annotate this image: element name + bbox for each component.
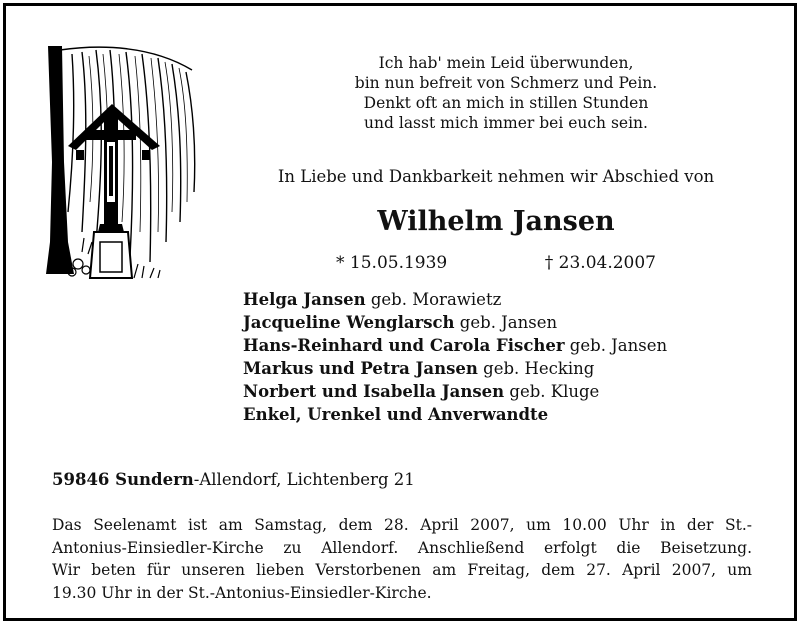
poem-line: und lasst mich immer bei euch sein. <box>364 114 648 132</box>
mourner-name: Markus und Petra Jansen <box>243 359 478 378</box>
mourner-name: Norbert und Isabella Jansen <box>243 382 505 401</box>
mourners-list <box>243 288 743 426</box>
poem <box>286 53 726 133</box>
address-street: -Allendorf, Lichtenberg 21 <box>193 470 415 489</box>
mourner-entry <box>243 403 743 426</box>
notice-line: Wir beten für unseren lieben Verstorbenen am Freitag, dem 27. April 2007, um <box>52 561 752 579</box>
service-notice <box>52 514 752 604</box>
mourner-entry <box>243 380 743 403</box>
mourner-maiden-name: geb. Hecking <box>477 359 595 378</box>
mourner-entry <box>243 288 743 311</box>
poem-line: bin nun befreit von Schmerz und Pein. <box>354 74 658 92</box>
mourner-name: Hans-Reinhard und Carola Fischer <box>243 336 565 355</box>
mourner-maiden-name: geb. Jansen <box>564 336 668 355</box>
birth-date: * 15.05.1939 <box>336 253 448 273</box>
poem-line: Ich hab' mein Leid überwunden, <box>378 54 634 72</box>
mourner-entry <box>243 357 743 380</box>
mourner-name: Jacqueline Wenglarsch <box>243 313 455 332</box>
obituary-notice <box>3 3 797 621</box>
notice-line: Antonius-Einsiedler-Kirche zu Allendorf. Anschließend erfolgt die Beisetzung. <box>52 538 752 557</box>
mourner-name: Helga Jansen <box>243 290 366 309</box>
poem-line: Denkt oft an mich in stillen Stunden <box>363 94 649 112</box>
mourner-name: Enkel, Urenkel und Anverwandte <box>243 405 549 424</box>
mourner-entry <box>243 311 743 334</box>
mourner-maiden-name: geb. Kluge <box>504 382 600 401</box>
deceased-name: Wilhelm Jansen <box>377 206 615 237</box>
family-address <box>52 470 752 489</box>
notice-line: Das Seelenamt ist am Samstag, dem 28. April 2007, um 10.00 Uhr in der St.- <box>52 516 752 534</box>
life-dates <box>336 253 656 273</box>
notice-line: 19.30 Uhr in der St.-Antonius-Einsiedler-Kirche. <box>52 583 432 602</box>
address-postcode-town: 59846 Sundern <box>52 470 194 489</box>
mourner-entry <box>243 334 743 357</box>
willow-wayside-cross-illustration <box>42 42 200 282</box>
mourner-maiden-name: geb. Morawietz <box>365 290 502 309</box>
death-date: † 23.04.2007 <box>544 253 656 273</box>
farewell-intro: In Liebe und Dankbarkeit nehmen wir Abschied von <box>277 167 715 186</box>
mourner-maiden-name: geb. Jansen <box>454 313 558 332</box>
